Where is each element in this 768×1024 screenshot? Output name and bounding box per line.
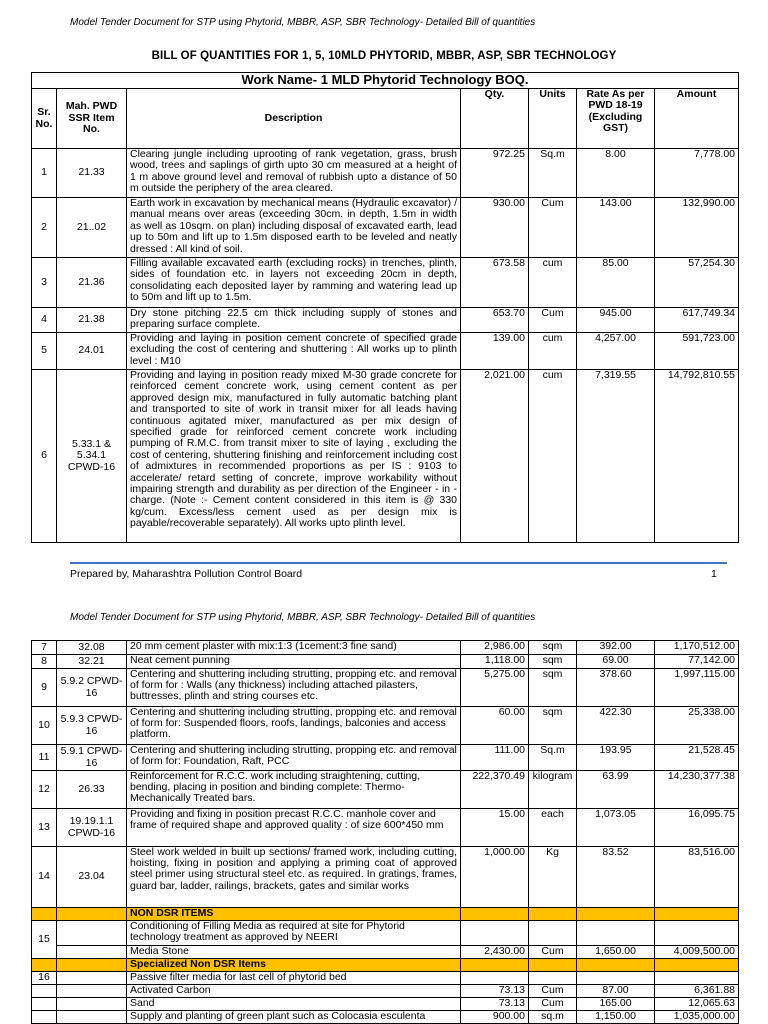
sr-no: 3 (32, 258, 57, 308)
footer-divider (70, 562, 727, 564)
qty: 60.00 (461, 707, 529, 745)
qty: 2,021.00 (461, 370, 529, 543)
qty: 930.00 (461, 198, 529, 258)
amount: 14,230,377.38 (655, 771, 739, 809)
boq-table-page-1 (31, 72, 739, 543)
description: 20 mm cement plaster with mix:1:3 (1cement:3 fine sand) (127, 641, 461, 655)
item-no: 32.21 (57, 655, 127, 669)
qty: 73.13 (461, 985, 529, 998)
item-no: 32.08 (57, 641, 127, 655)
units: cum (529, 370, 577, 543)
description: Centering and shuttering including strutting, propping etc. and removal of form for: Foundation, Raft, PCC (127, 745, 461, 771)
rate: 8.00 (577, 149, 655, 198)
table-row (32, 669, 739, 707)
rate: 392.00 (577, 641, 655, 655)
header-rate: Rate As per PWD 18-19 (Excluding GST) (577, 89, 655, 149)
units: Cum (529, 198, 577, 258)
amount: 25,338.00 (655, 707, 739, 745)
description: Clearing jungle including uprooting of rank vegetation, grass, brush wood, trees and saplings of girth upto 30 cm measured at a height of 1 m above ground level and removal of rubbish upto a distance of 50 m outside the periphery of the area cleared. (127, 149, 461, 198)
qty: 653.70 (461, 308, 529, 333)
sr-no: 6 (32, 370, 57, 543)
work-name-row (32, 73, 739, 89)
units: Cum (529, 946, 577, 959)
table-row (32, 641, 739, 655)
page-header: Model Tender Document for STP using Phytorid, MBBR, ASP, SBR Technology- Detailed Bill of quantities (70, 612, 536, 623)
units: sq.m (529, 1011, 577, 1024)
description: Providing and laying in position cement concrete of specified grade excluding the cost of centering and shuttering : All works up to plinth level : M10 (127, 333, 461, 370)
item-no: 26.33 (57, 771, 127, 809)
amount: 1,035,000.00 (655, 1011, 739, 1024)
rate: 1,650.00 (577, 946, 655, 959)
header-amount: Amount (655, 89, 739, 149)
table-row (32, 258, 739, 308)
amount: 83,516.00 (655, 847, 739, 908)
table-row (32, 308, 739, 333)
qty: 222,370.49 (461, 771, 529, 809)
sr-no: 12 (32, 771, 57, 809)
sr-no: 15 (32, 921, 57, 959)
rate: 143.00 (577, 198, 655, 258)
units: cum (529, 333, 577, 370)
sr-no: 1 (32, 149, 57, 198)
description: Filling available excavated earth (excluding rocks) in trenches, plinth, sides of foundation etc. in layers not exceeding 20cm in depth, consolidating each deposited layer by ramming and watering lead up to 50m and lift up to 1.5m. (127, 258, 461, 308)
sr-no: 14 (32, 847, 57, 908)
table-row (32, 998, 739, 1011)
qty: 15.00 (461, 809, 529, 847)
table-row (32, 745, 739, 771)
description: Reinforcement for R.C.C. work including straightening, cutting, bending, placing in position and binding complete: Thermo-Mechanically Treated bars. (127, 771, 461, 809)
qty: 73.13 (461, 998, 529, 1011)
description: Supply and planting of green plant such as Colocasia esculenta (127, 1011, 461, 1024)
units: sqm (529, 669, 577, 707)
units: kilogram (529, 771, 577, 809)
qty: 139.00 (461, 333, 529, 370)
section-title: NON DSR ITEMS (127, 908, 461, 921)
work-name: Work Name- 1 MLD Phytorid Technology BOQ. (32, 73, 739, 89)
qty: 900.00 (461, 1011, 529, 1024)
boq-table-page-2 (31, 640, 739, 1024)
header-sr-no: Sr. No. (32, 89, 57, 149)
qty: 673.58 (461, 258, 529, 308)
sr-no: 7 (32, 641, 57, 655)
table-row (32, 149, 739, 198)
item-no: 19.19.1.1 CPWD-16 (57, 809, 127, 847)
item-no: 5.9.3 CPWD-16 (57, 707, 127, 745)
amount: 4,009,500.00 (655, 946, 739, 959)
rate: 63.99 (577, 771, 655, 809)
amount: 16,095.75 (655, 809, 739, 847)
header-qty: Qty. (461, 89, 529, 149)
amount: 12,065.63 (655, 998, 739, 1011)
description: Steel work welded in built up sections/ framed work, including cutting, hoisting, fixing in position and applying a priming coat of approved steel primer using structural steel etc. as required. In gratings, frames, guard bar, ladder, railings, brackets, gates and similar works (127, 847, 461, 908)
amount: 6,361.88 (655, 985, 739, 998)
description: Sand (127, 998, 461, 1011)
amount: 1,170,512.00 (655, 641, 739, 655)
sr-no: 2 (32, 198, 57, 258)
units: sqm (529, 655, 577, 669)
rate: 165.00 (577, 998, 655, 1011)
units: sqm (529, 641, 577, 655)
rate: 378.60 (577, 669, 655, 707)
table-row (32, 707, 739, 745)
description: Providing and fixing in position precast R.C.C. manhole cover and frame of required shape and approved quality : of size 600*450 mm (127, 809, 461, 847)
table-row (32, 1011, 739, 1024)
qty: 972.25 (461, 149, 529, 198)
rate: 4,257.00 (577, 333, 655, 370)
header-units: Units (529, 89, 577, 149)
table-row (32, 847, 739, 908)
description: Neat cement punning (127, 655, 461, 669)
table-row (32, 655, 739, 669)
qty: 2,430.00 (461, 946, 529, 959)
header-description: Description (127, 89, 461, 149)
sr-no: 8 (32, 655, 57, 669)
amount: 1,997,115.00 (655, 669, 739, 707)
item-no: 24.01 (57, 333, 127, 370)
amount: 132,990.00 (655, 198, 739, 258)
rate: 1,150.00 (577, 1011, 655, 1024)
table-row (32, 771, 739, 809)
sr-no: 4 (32, 308, 57, 333)
rate: 87.00 (577, 985, 655, 998)
rate: 945.00 (577, 308, 655, 333)
units: Sq.m (529, 149, 577, 198)
table-header (32, 89, 739, 149)
page-number: 1 (711, 568, 717, 580)
description: Centering and shuttering including strutting, propping etc. and removal of form for: Suspended floors, roofs, landings, balconies and access platform. (127, 707, 461, 745)
amount: 617,749.34 (655, 308, 739, 333)
sr-no: 5 (32, 333, 57, 370)
footer-prepared-by: Prepared by, Maharashtra Pollution Control Board (70, 568, 303, 580)
table-row (32, 333, 739, 370)
section-title: Specialized Non DSR Items (127, 959, 461, 972)
amount: 21,528.45 (655, 745, 739, 771)
item-no: 5.33.1 & 5.34.1 CPWD-16 (57, 370, 127, 543)
amount: 7,778.00 (655, 149, 739, 198)
rate: 1,073.05 (577, 809, 655, 847)
rate: 422.30 (577, 707, 655, 745)
table-row (32, 972, 739, 985)
header-item-no: Mah. PWD SSR Item No. (57, 89, 127, 149)
description: Providing and laying in position ready mixed M-30 grade concrete for reinforced cement concrete work, using cement content as per approved design mix, manufactured in fully automatic batching plant and transported to site of work in transit mixer for all leads having continuous agitated mixer, manufactured as per mix design of specified grade for reinforced cement concrete work including pumping of R.M.C. from transit mixer to site of laying , excluding the cost of centering, shuttering finishing and reinforcement including cost of admixtures in recommended proportions as per IS : 9103 to accelerate/ retard setting of concrete, improve workability without impairing strength and durability as per direction of the Engineer - in - charge. (Note :- Cement content considered in this item is @ 330 kg/cum. Excess/less cement used as per design mix is payable/recoverable separately). All works upto plinth level. (127, 370, 461, 543)
units: Cum (529, 308, 577, 333)
description: Conditioning of Filling Media as required at site for Phytorid technology treatment as approved by NEERI (127, 921, 461, 946)
description: Media Stone (127, 946, 461, 959)
rate: 193.95 (577, 745, 655, 771)
item-no: 21.38 (57, 308, 127, 333)
sr-no: 10 (32, 707, 57, 745)
sr-no: 9 (32, 669, 57, 707)
units: Cum (529, 998, 577, 1011)
item-no: 21.36 (57, 258, 127, 308)
item-no: 5.9.1 CPWD-16 (57, 745, 127, 771)
table-row (32, 985, 739, 998)
description: Earth work in excavation by mechanical means (Hydraulic excavator) / manual means over areas (exceeding 30cm. in depth, 1.5m in width as well as 10sqm. on plan) including disposal of excavated earth, lead up to 50m and lift up to 1.5m disposed earth to be leveled and neatly dressed : All kind of soil. (127, 198, 461, 258)
qty: 1,118.00 (461, 655, 529, 669)
rate: 7,319.55 (577, 370, 655, 543)
table-row (32, 921, 739, 946)
section-header-row (32, 959, 739, 972)
amount: 57,254.30 (655, 258, 739, 308)
amount: 77,142.00 (655, 655, 739, 669)
description: Passive filter media for last cell of phytorid bed (127, 972, 461, 985)
item-no: 5.9.2 CPWD-16 (57, 669, 127, 707)
qty: 1,000.00 (461, 847, 529, 908)
amount: 14,792,810.55 (655, 370, 739, 543)
sr-no: 16 (32, 972, 57, 985)
units: Cum (529, 985, 577, 998)
units: sqm (529, 707, 577, 745)
qty: 2,986.00 (461, 641, 529, 655)
item-no: 21.33 (57, 149, 127, 198)
amount: 591,723.00 (655, 333, 739, 370)
units: Sq.m (529, 745, 577, 771)
qty: 111.00 (461, 745, 529, 771)
sr-no: 11 (32, 745, 57, 771)
page-title: BILL OF QUANTITIES FOR 1, 5, 10MLD PHYTORID, MBBR, ASP, SBR TECHNOLOGY (151, 50, 617, 62)
units: Kg (529, 847, 577, 908)
table-row (32, 809, 739, 847)
sr-no: 13 (32, 809, 57, 847)
rate: 85.00 (577, 258, 655, 308)
table-row (32, 198, 739, 258)
table-row (32, 370, 739, 543)
qty: 5,275.00 (461, 669, 529, 707)
rate: 83.52 (577, 847, 655, 908)
description: Activated Carbon (127, 985, 461, 998)
table-row (32, 946, 739, 959)
description: Dry stone pitching 22.5 cm thick including supply of stones and preparing surface complete. (127, 308, 461, 333)
page-header: Model Tender Document for STP using Phytorid, MBBR, ASP, SBR Technology- Detailed Bill of quantities (70, 17, 536, 28)
item-no: 23.04 (57, 847, 127, 908)
description: Centering and shuttering including strutting, propping etc. and removal of form for : Walls (any thickness) including attached pilasters, buttresses, plinth and string courses etc. (127, 669, 461, 707)
units: cum (529, 258, 577, 308)
item-no: 21..02 (57, 198, 127, 258)
rate: 69.00 (577, 655, 655, 669)
units: each (529, 809, 577, 847)
section-header-row (32, 908, 739, 921)
